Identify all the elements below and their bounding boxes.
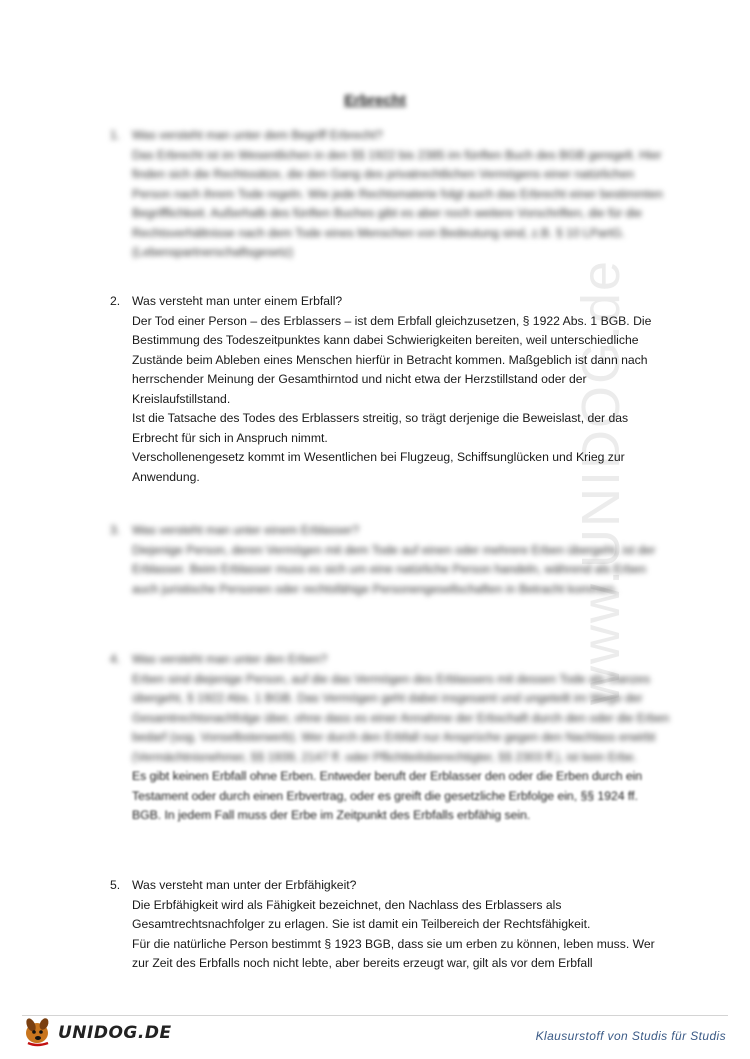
answer-paragraph: Erben sind diejenige Person, auf die das Vermögen des Erblassers mit dessen Tode als Ganzes übergeht, § 1922 Abs. 1 BGB. Das Vermögen geht dabei insgesamt und ungeteilt im Wege der Gesamtrechtsnachfolge über, ohne dass es einer Annahme der Erbschaft durch den oder die Erben bedarf (sog. Vonselbsterwerb). Wer durch den Erbfall nur Ansprüche gegen den Nachlass erwirbt (Vermächtnisnehmer, §§ 1939, 2147 ff. oder Pflichtteilsberechtigter, §§ 2303 ff.), ist kein Erbe. [132, 671, 670, 764]
question-number: 5. [110, 878, 121, 892]
answer-paragraph: Diejenige Person, deren Vermögen mit dem Tode auf einen oder mehrere Erben übergeht, ist der Erblasser. Beim Erblasser muss es sich um eine natürliche Person handeln, während als Erben auch juristische Personen oder rechtsfähige Personengesellschaften in Betracht kommen. [132, 542, 656, 596]
logo-text: UNIDOG.DE [58, 1023, 172, 1043]
question-number: 3. [110, 523, 121, 537]
answer-paragraph: Ist die Tatsache des Todes des Erblassers streitig, so trägt derjenige die Beweislast, der das Erbrecht für sich in Anspruch nimmt. [132, 411, 629, 445]
dog-logo-icon [22, 1013, 56, 1047]
answer-continuation: Es gibt keinen Erbfall ohne Erben. Entweder beruft der Erblasser den oder die Erben durch ein Testament oder durch einen Erbvertrag, oder es greift die gesetzliche Erbfolge ein, §§ 1924 ff. BGB. In jedem Fall muss der Erbe im Zeitpunkt des Erbfalls erbfähig sein. [132, 769, 643, 822]
question-text: Was versteht man unter dem Begriff Erbrecht? [132, 128, 383, 142]
watermark: www.UNIDOG.de [571, 258, 631, 705]
question-number: 1. [110, 128, 121, 142]
answer-paragraph: Der Tod einer Person – des Erblassers – ist dem Erbfall gleichzusetzen, § 1922 Abs. 1 BGB. Die Bestimmung des Todeszeitpunktes kann dabei Schwierigkeiten bereiten, weil unterschiedliche Zustände beim Ableben eines Menschen hierfür in Betracht kommen. Maßgeblich ist dann nach herrschender Meinung der Gesamthirntod und nicht etwa der Herzstillstand oder der Kreislaufstillstand. [132, 313, 652, 406]
question-text: Was versteht man unter den Erben? [132, 652, 328, 666]
question-number: 2. [110, 294, 121, 308]
question-number: 4. [110, 652, 121, 666]
question-2 [110, 292, 670, 487]
answer-paragraph: Verschollenengesetz kommt im Wesentlichen bei Flugzeug, Schiffsunglücken und Krieg zur Anwendung. [132, 450, 625, 484]
page-title: Erbrecht [344, 92, 406, 109]
footer-logo[interactable] [22, 1013, 172, 1047]
question-text: Was versteht man unter der Erbfähigkeit? [132, 878, 357, 892]
question-3 [110, 521, 670, 599]
question-4 [110, 650, 670, 826]
question-text: Was versteht man unter einem Erblasser? [132, 523, 360, 537]
footer-tagline: Klausurstoff von Studis für Studis [535, 1029, 726, 1043]
question-5 [110, 876, 670, 974]
answer-paragraph: Für die natürliche Person bestimmt § 1923 BGB, dass sie um erben zu können, leben muss. Wer zur Zeit des Erbfalls noch nicht lebte, aber bereits erzeugt war, gilt als vor dem Erbfall [132, 936, 655, 970]
answer-paragraph: Die Erbfähigkeit wird als Fähigkeit bezeichnet, den Nachlass des Erblassers als Gesamtrechtsnachfolger zu erlagen. Sie ist damit ein Teilbereich der Rechtsfähigkeit. [132, 897, 591, 931]
question-text: Was versteht man unter einem Erbfall? [132, 294, 343, 308]
question-1 [110, 126, 670, 263]
answer-paragraph: Das Erbrecht ist im Wesentlichen in den §§ 1922 bis 2385 im fünften Buch des BGB geregelt. Hier finden sich die Rechtssätze, die den Gang des privatrechtlichen Vermögens einer natürlichen Person nach ihrem Tode regeln. Wie jede Rechtsmaterie folgt auch das Erbrecht einer bestimmten Begrifflichkeit. Außerhalb des fünften Buches gibt es aber noch weitere Vorschriften, die für die Rechtsverhältnisse nach dem Tode eines Menschen von Bedeutung sind, z.B. § 10 LPartG. (Lebenspartnerschaftsgesetz) [132, 147, 663, 259]
